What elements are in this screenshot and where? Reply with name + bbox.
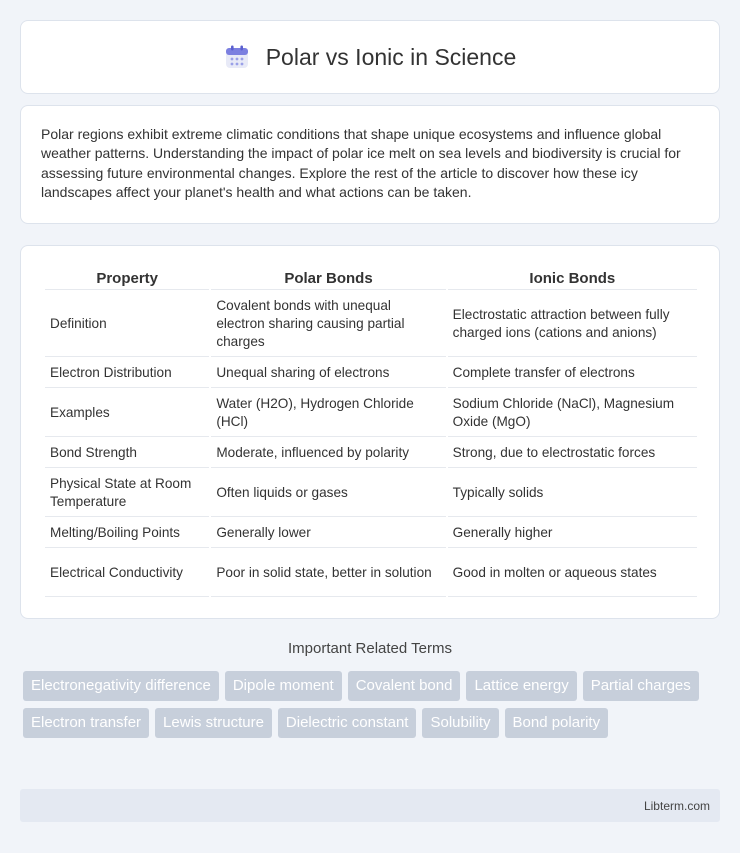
table-row xyxy=(45,470,697,517)
table-cell: Covalent bonds with unequal electron sharing causing partial charges xyxy=(211,292,445,357)
header-card xyxy=(20,20,720,94)
related-term-tag[interactable]: Electronegativity difference xyxy=(23,671,219,701)
comparison-table xyxy=(43,266,699,599)
related-term-tag[interactable]: Bond polarity xyxy=(505,708,609,738)
table-cell: Generally higher xyxy=(448,519,697,548)
table-cell: Often liquids or gases xyxy=(211,470,445,517)
table-cell: Bond Strength xyxy=(45,439,209,468)
table-cell: Examples xyxy=(45,390,209,437)
table-row xyxy=(45,519,697,548)
table-cell: Electrical Conductivity xyxy=(45,550,209,597)
table-row xyxy=(45,292,697,357)
table-cell: Complete transfer of electrons xyxy=(448,359,697,388)
table-cell: Electrostatic attraction between fully charged ions (cations and anions) xyxy=(448,292,697,357)
related-term-tag[interactable]: Covalent bond xyxy=(348,671,461,701)
table-cell: Typically solids xyxy=(448,470,697,517)
table-cell: Strong, due to electrostatic forces xyxy=(448,439,697,468)
related-terms-title: Important Related Terms xyxy=(288,640,452,657)
table-cell: Definition xyxy=(45,292,209,357)
table-header-row xyxy=(45,268,697,290)
related-term-tag[interactable]: Partial charges xyxy=(583,671,699,701)
table-cell: Sodium Chloride (NaCl), Magnesium Oxide (MgO) xyxy=(448,390,697,437)
intro-card xyxy=(20,105,720,224)
related-term-tag[interactable]: Lattice energy xyxy=(466,671,576,701)
related-term-tag[interactable]: Dipole moment xyxy=(225,671,342,701)
related-terms-list xyxy=(23,671,723,738)
title-wrap xyxy=(224,44,517,71)
table-cell: Generally lower xyxy=(211,519,445,548)
table-cell: Poor in solid state, better in solution xyxy=(211,550,445,597)
table-row xyxy=(45,439,697,468)
table-row xyxy=(45,550,697,597)
related-term-tag[interactable]: Solubility xyxy=(422,708,498,738)
page-title: Polar vs Ionic in Science xyxy=(265,43,517,70)
related-term-tag[interactable]: Dielectric constant xyxy=(278,708,417,738)
related-term-tag[interactable]: Lewis structure xyxy=(155,708,272,738)
table-cell: Water (H2O), Hydrogen Chloride (HCl) xyxy=(211,390,445,437)
table-cell: Electron Distribution xyxy=(45,359,209,388)
table-card xyxy=(20,245,720,619)
footer xyxy=(20,789,720,822)
table-row xyxy=(45,359,697,388)
table-cell: Moderate, influenced by polarity xyxy=(211,439,445,468)
footer-site-link[interactable]: Libterm.com xyxy=(643,798,710,813)
header-polar-bonds: Polar Bonds xyxy=(211,268,445,290)
intro-text: Polar regions exhibit extreme climatic conditions that shape unique ecosystems and influence global weather patterns. Understanding the impact of polar ice melt on sea levels and biodiversity is crucial for assessing future environmental changes. Explore the rest of the article to discover how these icy landscapes affect your planet's health and what actions can be taken. xyxy=(41,126,681,201)
table-cell: Good in molten or aqueous states xyxy=(448,550,697,597)
table-cell: Unequal sharing of electrons xyxy=(211,359,445,388)
header-ionic-bonds: Ionic Bonds xyxy=(448,268,697,290)
table-cell: Physical State at Room Temperature xyxy=(45,470,209,517)
related-term-tag[interactable]: Electron transfer xyxy=(23,708,149,738)
table-cell: Melting/Boiling Points xyxy=(45,519,209,548)
table-row xyxy=(45,390,697,437)
calendar-icon xyxy=(224,44,250,70)
header-property: Property xyxy=(45,268,209,290)
